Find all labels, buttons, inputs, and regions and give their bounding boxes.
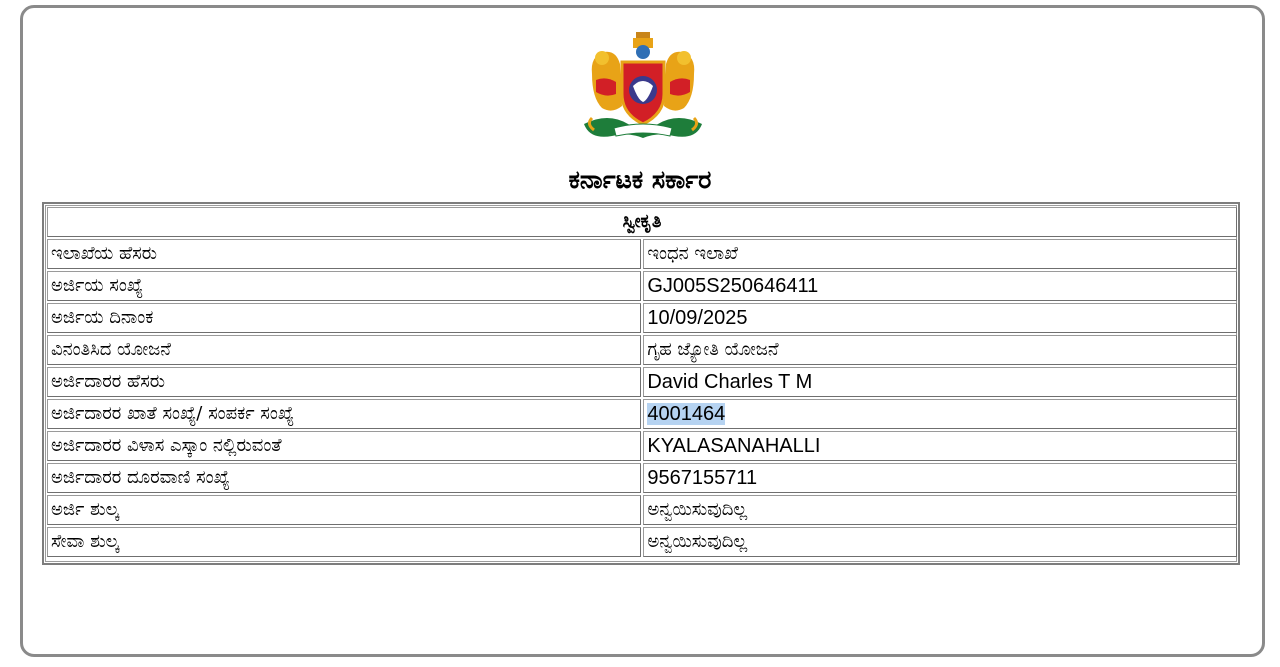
receipt-heading-row xyxy=(47,207,1237,237)
application-fee-label: ಅರ್ಜಿ ಶುಲ್ಕ xyxy=(47,495,641,525)
account-number-value[interactable]: 4001464 xyxy=(647,403,726,425)
application-fee-value: ಅನ್ವಯಿಸುವುದಿಲ್ಲ xyxy=(643,495,1237,525)
service-fee-label: ಸೇವಾ ಶುಲ್ಕ xyxy=(47,527,641,557)
account-number-cell xyxy=(643,399,1237,429)
department-name-label: ಇಲಾಖೆಯ ಹೆಸರು xyxy=(47,239,641,269)
table-row xyxy=(47,271,1237,301)
service-fee-value: ಅನ್ವಯಿಸುವುದಿಲ್ಲ xyxy=(643,527,1237,557)
applicant-address-value: KYALASANAHALLI xyxy=(643,431,1237,461)
application-number-label: ಅರ್ಜಿಯ ಸಂಖ್ಯೆ xyxy=(47,271,641,301)
karnataka-emblem-icon xyxy=(578,28,708,146)
phone-number-label: ಅರ್ಜಿದಾರರ ದೂರವಾಣಿ ಸಂಖ್ಯೆ xyxy=(47,463,641,493)
table-row xyxy=(47,527,1237,557)
application-number-value: GJ005S250646411 xyxy=(643,271,1237,301)
table-row xyxy=(47,335,1237,365)
applicant-name-value: David Charles T M xyxy=(643,367,1237,397)
requested-scheme-label: ವಿನಂತಿಸಿದ ಯೋಜನೆ xyxy=(47,335,641,365)
account-number-label: ಅರ್ಜಿದಾರರ ಖಾತೆ ಸಂಖ್ಯೆ/ ಸಂಪರ್ಕ ಸಂಖ್ಯೆ xyxy=(47,399,641,429)
application-date-value: 10/09/2025 xyxy=(643,303,1237,333)
phone-number-value: 9567155711 xyxy=(643,463,1237,493)
government-title: ಕರ್ನಾಟಕ ಸರ್ಕಾರ xyxy=(568,165,712,194)
table-row xyxy=(47,399,1237,429)
receipt-table xyxy=(45,205,1239,559)
table-row xyxy=(47,239,1237,269)
table-row xyxy=(47,367,1237,397)
table-row xyxy=(47,495,1237,525)
applicant-name-label: ಅರ್ಜಿದಾರರ ಹೆಸರು xyxy=(47,367,641,397)
application-date-label: ಅರ್ಜಿಯ ದಿನಾಂಕ xyxy=(47,303,641,333)
table-row xyxy=(47,463,1237,493)
table-row xyxy=(47,303,1237,333)
applicant-address-label: ಅರ್ಜಿದಾರರ ವಿಳಾಸ ಎಸ್ಕಾಂ ನಲ್ಲಿರುವಂತೆ xyxy=(47,431,641,461)
requested-scheme-value: ಗೃಹ ಜ್ಯೋತಿ ಯೋಜನೆ xyxy=(643,335,1237,365)
receipt-heading: ಸ್ವೀಕೃತಿ xyxy=(47,207,1237,237)
department-name-value: ಇಂಧನ ಇಲಾಖೆ xyxy=(643,239,1237,269)
table-row xyxy=(47,431,1237,461)
